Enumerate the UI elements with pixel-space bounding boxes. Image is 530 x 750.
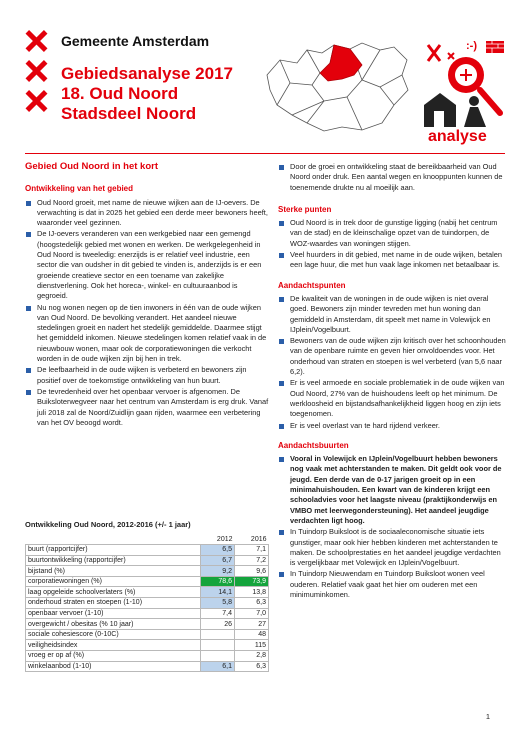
row-label: bijstand (%) <box>26 566 201 577</box>
table-row <box>26 566 269 577</box>
right-column <box>278 162 506 601</box>
row-label: sociale cohesiescore (0-10C) <box>26 629 201 640</box>
list-item: Nu nog wonen negen op de tien inwoners in één van de oude wijken van Oud Noord. De bevolking verandert. Het aandeel nieuwe stedelingen groeit en nadert het stedelijk gemiddelde. Daarmee stijgt het gemiddeld inkomen. Nieuwe stedelingen komen relatief vaak in de nieuwbouw wonen, maar ook de corporatiewoningen die verkocht worden in de oude wijken zijn bij hen in trek. <box>25 303 269 365</box>
district-title: Stadsdeel Noord <box>61 104 197 123</box>
list-item: Veel huurders in dit gebied, met name in de oude wijken, betalen een lage huur, die met hun vaak lage inkomen net betaalbaar is. <box>278 250 506 271</box>
list-item: In Tuindorp Buiksloot is de sociaaleconomische situatie iets gunstiger, maar ook hier hebben kinderen met achterstanden te maken. De schoolprestaties en het aandeel jeugdige verdachten is vergelijkbaar met Volewijck en IJplein/Vogelbuurt. <box>278 527 506 568</box>
brand-name: Gemeente Amsterdam <box>61 33 210 49</box>
intro-list <box>278 162 506 193</box>
row-label: veiligheidsindex <box>26 640 201 651</box>
cell-2016: 13,8 <box>235 587 269 598</box>
attention-points-heading: Aandachtspunten <box>278 280 346 290</box>
table-row <box>26 629 269 640</box>
list-item: Door de groei en ontwikkeling staat de bereikbaarheid van Oud Noord onder druk. Een aantal wegen en knooppunten kunnen de toenemende drukte nu al moeilijk aan. <box>278 162 506 193</box>
cell-2012: 78,6 <box>201 576 235 587</box>
cell-2012: 9,2 <box>201 566 235 577</box>
table-row <box>26 587 269 598</box>
cell-2016: 73,9 <box>235 576 269 587</box>
cell-2012 <box>201 651 235 662</box>
table-row <box>26 576 269 587</box>
cell-2012: 14,1 <box>201 587 235 598</box>
list-item: De leefbaarheid in de oude wijken is verbeterd en bewoners zijn positief over de toekomstige ontwikkeling van hun buurt. <box>25 365 269 386</box>
row-label: buurt (rapportcijfer) <box>26 545 201 556</box>
cell-2016: 7,2 <box>235 555 269 566</box>
list-item: Oud Noord is in trek door de gunstige ligging (nabij het centrum van de stad) en de kleinschalige opzet van de tuindorpen, de WOZ-waardes van woningen stijgen. <box>278 218 506 249</box>
row-label: winkelaanbod (1-10) <box>26 661 201 672</box>
row-label: buurtontwikkeling (rapportcijfer) <box>26 555 201 566</box>
x-cross-icon <box>25 60 47 82</box>
row-label: overgewicht / obesitas (% 10 jaar) <box>26 619 201 630</box>
section-heading: Ontwikkeling van het gebied <box>25 184 134 194</box>
table-row <box>26 545 269 556</box>
cell-2012: 5,8 <box>201 598 235 609</box>
page-number: 1 <box>485 712 490 721</box>
title-block <box>61 64 233 124</box>
cell-2012: 6,5 <box>201 545 235 556</box>
row-label: vroeg er op af (%) <box>26 651 201 662</box>
cell-2016: 7,0 <box>235 608 269 619</box>
x-cross-icon <box>25 30 47 52</box>
area-title: 18. Oud Noord <box>61 84 179 103</box>
cell-2012 <box>201 629 235 640</box>
cell-2012: 6,7 <box>201 555 235 566</box>
cell-2016: 48 <box>235 629 269 640</box>
list-item: Bewoners van de oude wijken zijn kritisch over het schoonhouden van de openbare ruimte en geven hier onvoldoendes voor. Het onderhoud van straten en stoepen is wel verbeterd (van 5,6 naar 6,2). <box>278 336 506 377</box>
cell-2016: 9,6 <box>235 566 269 577</box>
table-row <box>26 608 269 619</box>
left-column <box>25 162 269 429</box>
table-row <box>26 661 269 672</box>
list-item: Er is veel overlast van te hard rijdend verkeer. <box>278 421 506 431</box>
list-item: Vooral in Volewijck en IJplein/Vogelbuurt hebben bewoners nog vaak met achterstanden te maken. Dit geldt ook voor de jeugd. Een derde van de 0-17 jarigen groeit op in een minimahuishouden. Een kwart van de kinderen krijgt een schooladvies voor het laagste niveau (praktijkonderwijs en VMBO met leerwegondersteuning). Het aandeel jeugdige verdachten ligt hoog. <box>278 454 506 526</box>
amsterdam-crosses-logo <box>25 30 51 120</box>
strong-points-list <box>278 218 506 270</box>
district-map-image <box>262 35 412 135</box>
svg-text::-): :-) <box>466 40 477 52</box>
list-item: De IJ-oevers veranderen van een werkgebied naar een gemengd (hoogstedelijk gebied met wonen en werken. De werkgelegenheid in Oud Noord is tweeledig: enerzijds is er relatief veel industrie, een sector die van oudsher in dit gebied te vinden is, anderzijds is er een groeiende creatieve sector en een toename van zakelijke dienstverlening. Ook het horeca-, winkel- en cultuuraanbod is gegroeid. <box>25 229 269 301</box>
cell-2016: 6,3 <box>235 598 269 609</box>
strong-points-heading: Sterke punten <box>278 204 332 214</box>
table-title: Ontwikkeling Oud Noord, 2012-2016 (+/- 1 jaar) <box>25 520 191 529</box>
row-label: openbaar vervoer (1-10) <box>26 608 201 619</box>
development-table <box>25 534 269 672</box>
list-item: Oud Noord groeit, met name de nieuwe wijken aan de IJ-oevers. De verwachting is dat in 2025 het gebied een derde meer bewoners heeft, waaronder veel gezinnen. <box>25 198 269 229</box>
cell-2016: 27 <box>235 619 269 630</box>
table-row <box>26 555 269 566</box>
table-row <box>26 619 269 630</box>
cell-2016: 115 <box>235 640 269 651</box>
main-heading: Gebied Oud Noord in het kort <box>25 161 158 172</box>
focus-neighbourhoods-list <box>278 454 506 600</box>
cell-2012: 26 <box>201 619 235 630</box>
logo-text: analyse <box>428 128 487 145</box>
table-header-row <box>26 534 269 545</box>
table-header-label <box>26 534 201 545</box>
list-item: De kwaliteit van de woningen in de oude wijken is niet overal goed. Bewoners zijn minder tevreden met hun woning dan gemiddeld in Amsterdam, dit speelt met name in Volewijck en IJplein/Vogelbuurt. <box>278 294 506 335</box>
row-label: corporatiewoningen (%) <box>26 576 201 587</box>
focus-neighbourhoods-heading: Aandachtsbuurten <box>278 440 349 450</box>
cell-2016: 6,3 <box>235 661 269 672</box>
x-cross-icon <box>25 90 47 112</box>
table-row <box>26 598 269 609</box>
attention-points-list <box>278 294 506 431</box>
cell-2012: 7,4 <box>201 608 235 619</box>
cell-2012 <box>201 640 235 651</box>
column-header: 2012 <box>216 535 233 543</box>
row-label: laag opgeleide schoolverlaters (%) <box>26 587 201 598</box>
list-item: In Tuindorp Nieuwendam en Tuindorp Buiksloot wonen veel ouderen. Relatief vaak gaat het hier om ouderen met een minimuminkomen. <box>278 569 506 600</box>
list-item: De tevredenheid over het openbaar vervoer is afgenomen. De Buiksloterwegveer naar het centrum van Amsterdam is erg druk. Vanaf juli 2018 zal de Noord/Zuidlijn gaan rijden, waarmee een verbetering van het OV beoogd wordt. <box>25 387 269 428</box>
header-divider <box>25 153 505 154</box>
development-list <box>25 198 269 429</box>
table-row <box>26 651 269 662</box>
list-item: Er is veel armoede en sociale problematiek in de oude wijken van Oud Noord, 27% van de huishoudens leeft op het minimum. De werkloosheid en bijstandsafhankelijkheid liggen hoog en zijn iets toegenomen. <box>278 378 506 419</box>
cell-2016: 2,8 <box>235 651 269 662</box>
table-row <box>26 640 269 651</box>
report-title: Gebiedsanalyse 2017 <box>61 64 234 83</box>
cell-2012: 6,1 <box>201 661 235 672</box>
row-label: onderhoud straten en stoepen (1-10) <box>26 598 201 609</box>
column-header: 2016 <box>250 535 267 543</box>
cell-2016: 7,1 <box>235 545 269 556</box>
